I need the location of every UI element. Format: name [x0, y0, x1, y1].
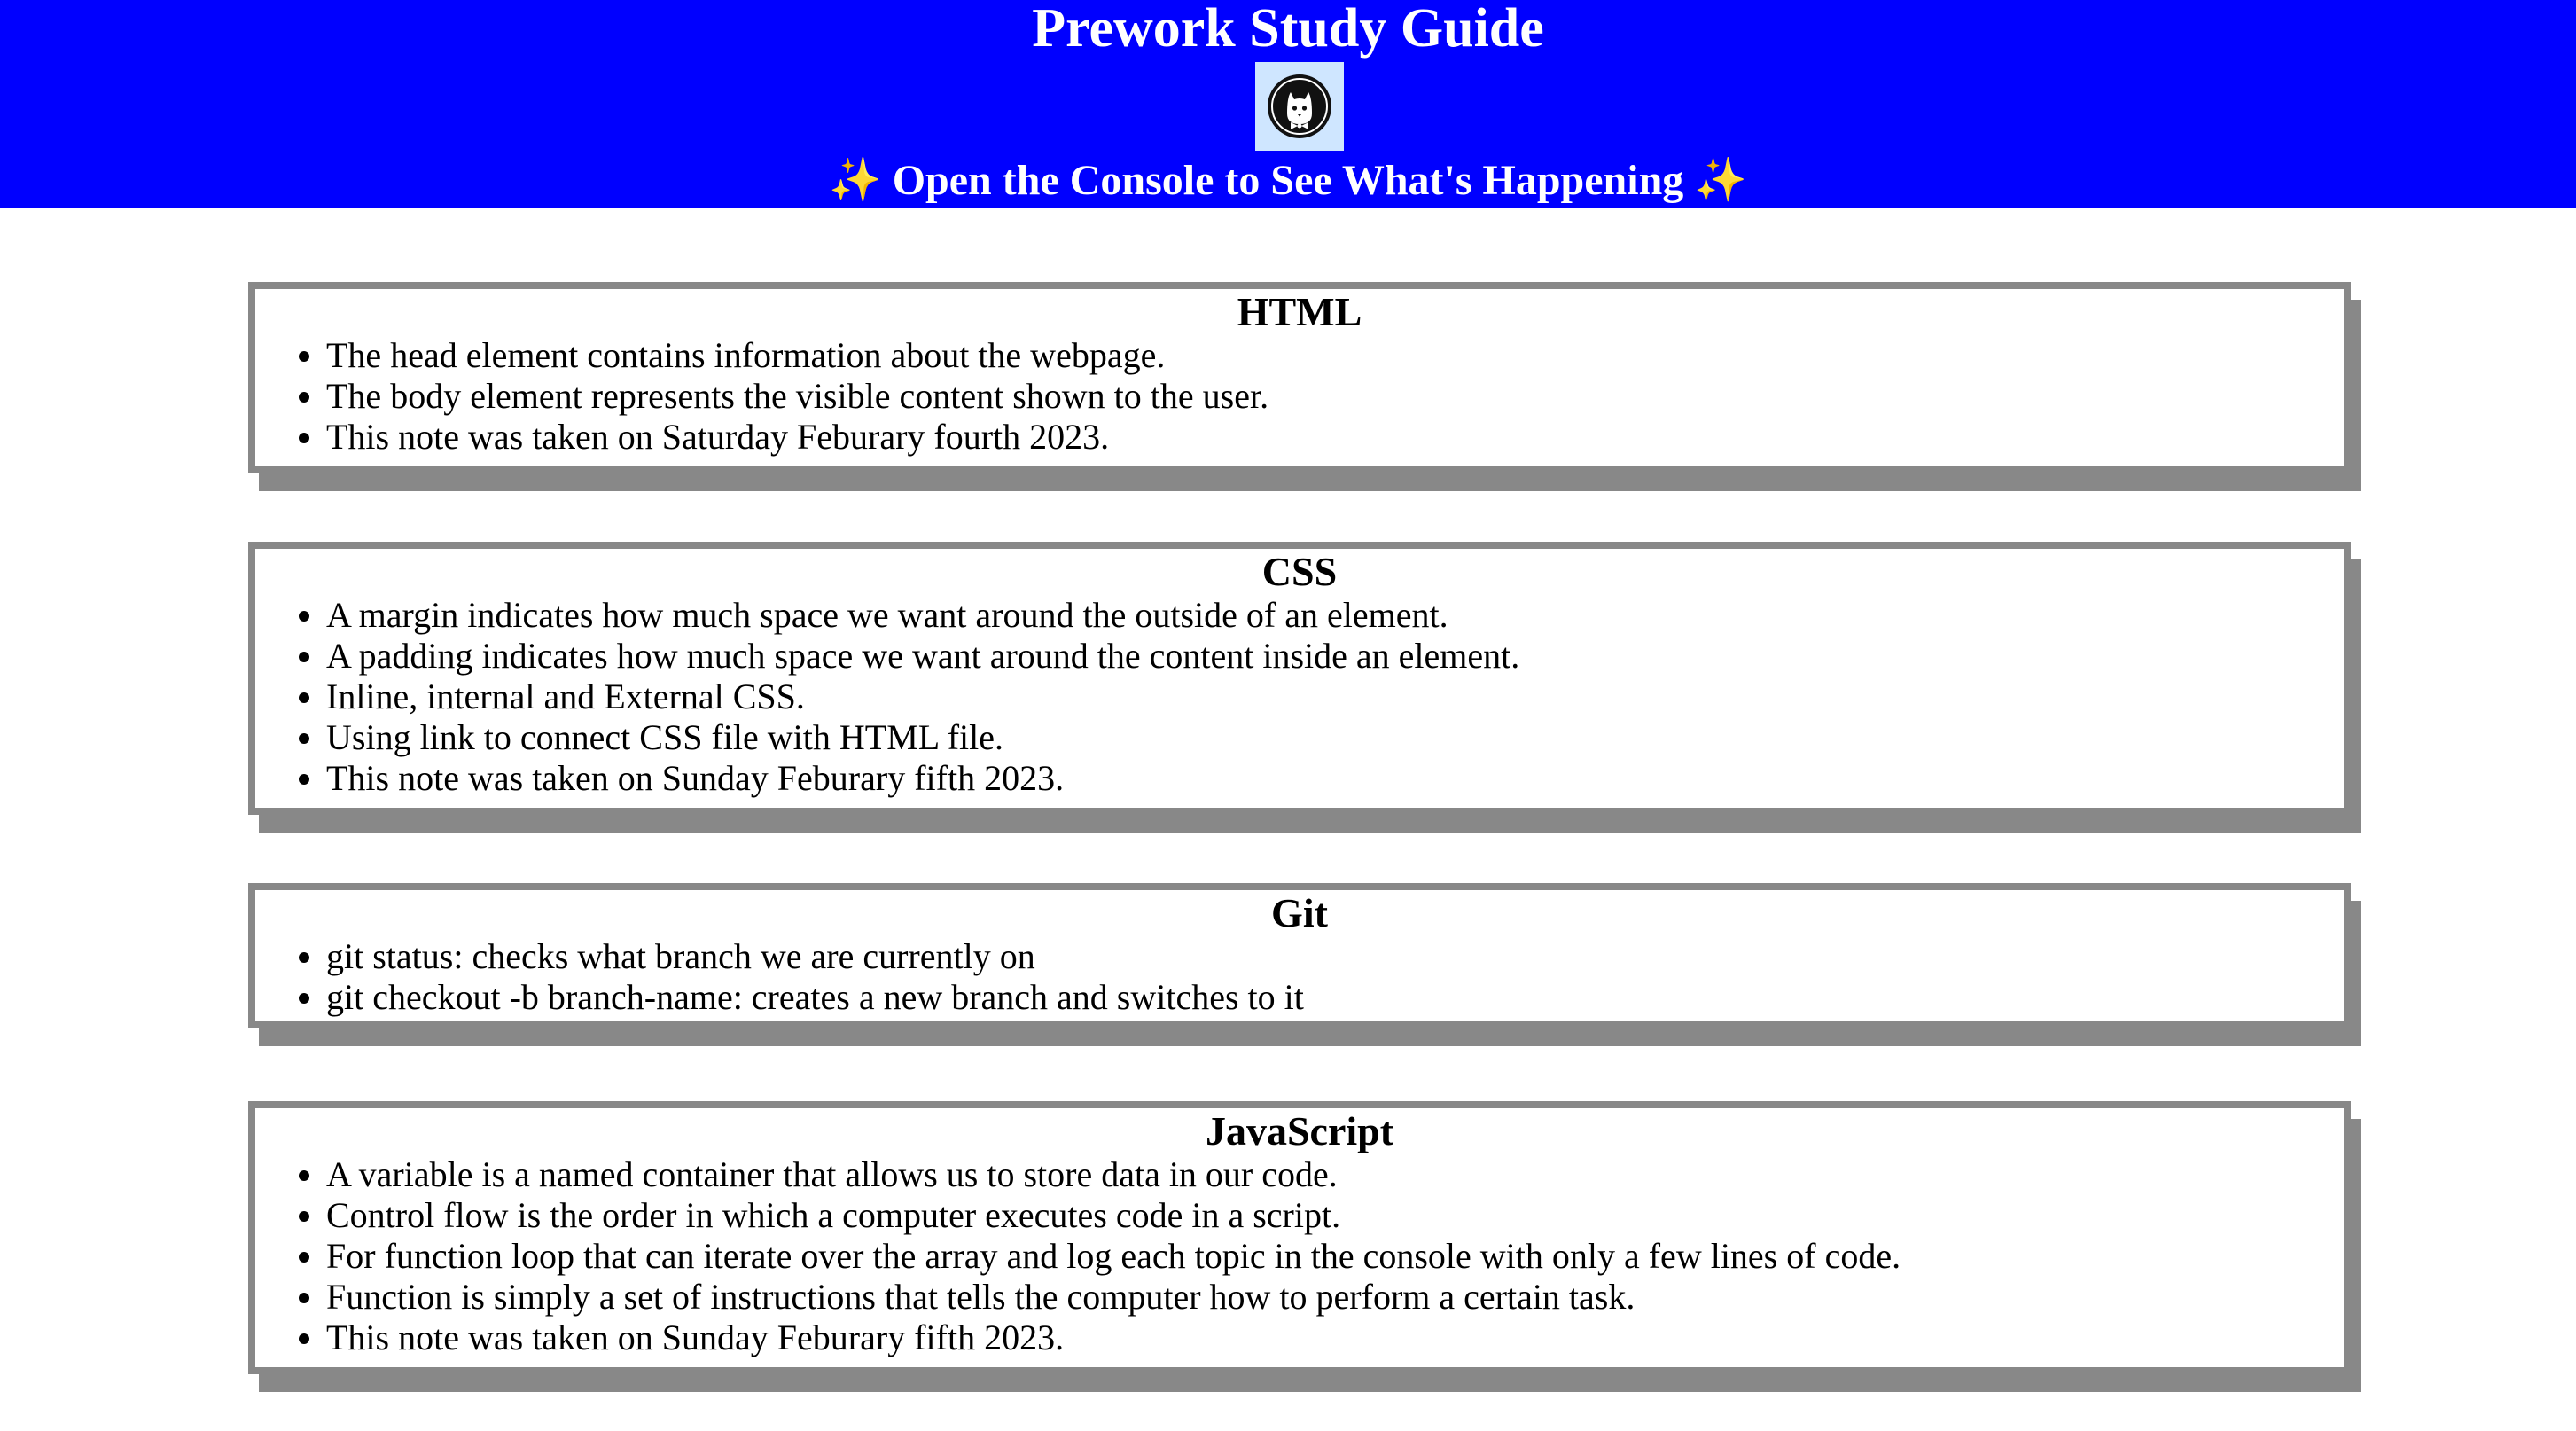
- card-css: [248, 542, 2351, 815]
- note-list: [255, 936, 2344, 1018]
- list-item: • A padding indicates how much space we want around the content inside an element.: [326, 636, 2344, 676]
- card-title: CSS: [1261, 549, 1338, 594]
- list-item: • Control flow is the order in which a computer executes code in a script.: [326, 1195, 2344, 1236]
- sparkles-icon: ✨: [1694, 155, 1748, 205]
- list-item: • A margin indicates how much space we want around the outside of an element.: [326, 595, 2344, 636]
- list-item: • Using link to connect CSS file with HTML file.: [326, 717, 2344, 758]
- card-title: JavaScript: [1205, 1108, 1394, 1153]
- list-item: • The body element represents the visible content shown to the user.: [326, 376, 2344, 417]
- card-git: [248, 883, 2351, 1028]
- list-item: • git checkout -b branch-name: creates a new branch and switches to it: [326, 977, 2344, 1018]
- list-item: • Function is simply a set of instructions that tells the computer how to perform a certain task.: [326, 1277, 2344, 1318]
- card-html: [248, 282, 2351, 473]
- list-item: • A variable is a named container that allows us to store data in our code.: [326, 1154, 2344, 1195]
- sparkles-icon: ✨: [828, 155, 882, 205]
- card-title: Git: [1271, 890, 1328, 935]
- note-list: [255, 595, 2344, 799]
- card-title: HTML: [1237, 289, 1362, 334]
- list-item: • git status: checks what branch we are currently on: [326, 936, 2344, 977]
- list-item: • This note was taken on Saturday Feburary fourth 2023.: [326, 417, 2344, 457]
- list-item: • Inline, internal and External CSS.: [326, 676, 2344, 717]
- page-subtitle: [0, 152, 2576, 208]
- list-item: • The head element contains information about the webpage.: [326, 335, 2344, 376]
- subtitle-text: Open the Console to See What's Happening: [892, 157, 1684, 204]
- note-list: [255, 1154, 2344, 1358]
- note-list: [255, 335, 2344, 457]
- page-title: Prework Study Guide: [1032, 0, 1544, 59]
- list-item: • For function loop that can iterate over the array and log each topic in the console with only a few lines of code.: [326, 1236, 2344, 1277]
- card-javascript: [248, 1101, 2351, 1374]
- list-item: • This note was taken on Sunday Feburary fifth 2023.: [326, 1318, 2344, 1358]
- logo: [1255, 62, 1344, 151]
- list-item: • This note was taken on Sunday Feburary fifth 2023.: [326, 758, 2344, 799]
- page-header: [0, 0, 2576, 208]
- cat-logo-icon: [1255, 62, 1344, 151]
